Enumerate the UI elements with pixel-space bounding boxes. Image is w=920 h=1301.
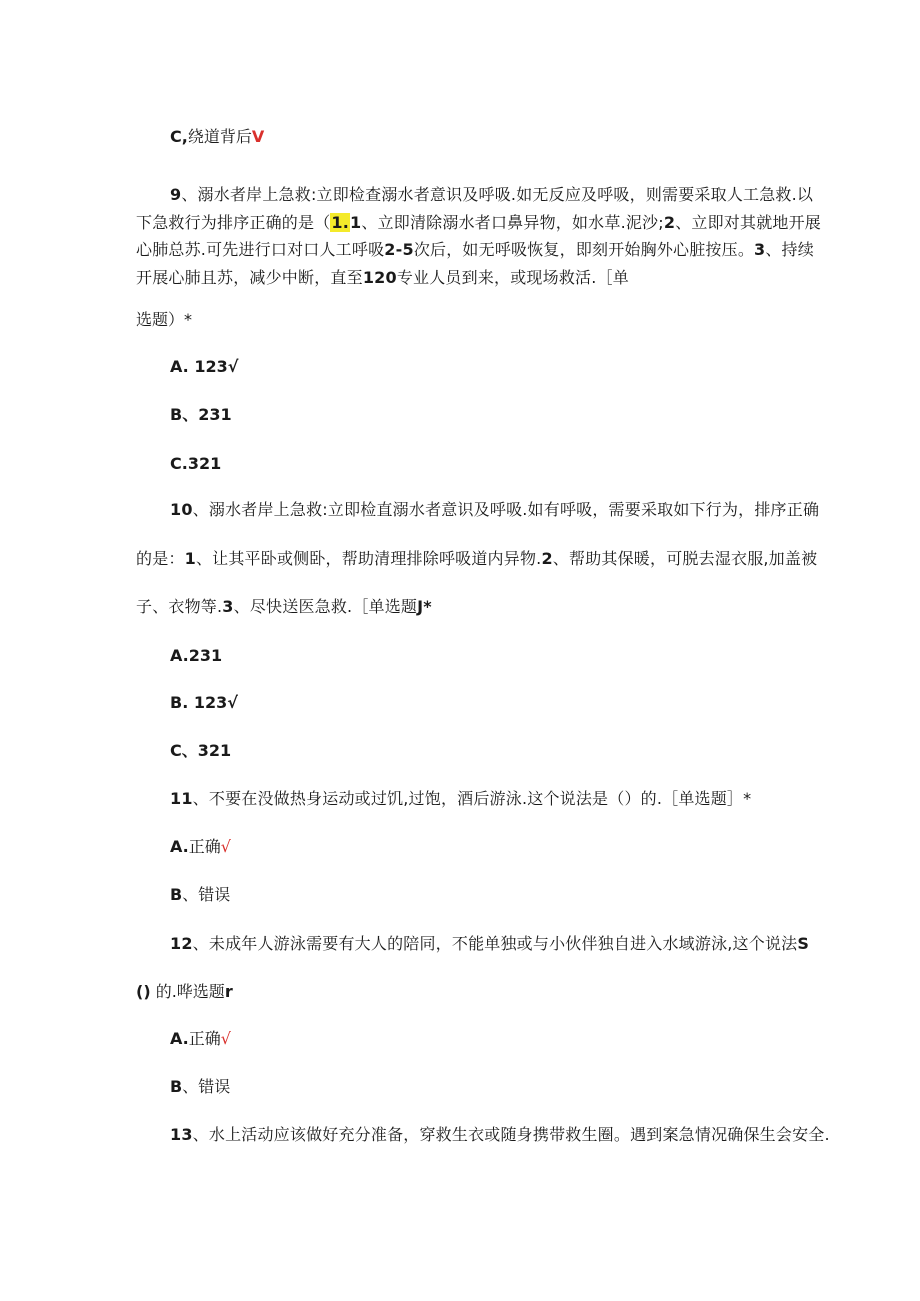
q10-step-3: 3 bbox=[222, 597, 234, 616]
q9-highlight: 1. bbox=[331, 213, 350, 232]
q9-step-1: 1 bbox=[350, 213, 362, 232]
q8-option-c[interactable] bbox=[170, 127, 264, 147]
q13-number: 13 bbox=[170, 1125, 193, 1144]
q9-text-3e: 、持续 bbox=[765, 240, 814, 259]
q9-text-2c: 、立即清除溺水者口鼻异物，如水草.泥沙; bbox=[361, 213, 664, 232]
q9-option-c[interactable]: C.321 bbox=[170, 454, 222, 473]
q8-option-c-label: C, bbox=[170, 127, 188, 146]
q11-option-a-correct-mark: √ bbox=[220, 837, 231, 856]
q8-option-c-correct-mark: V bbox=[251, 127, 265, 146]
q9-line-1 bbox=[170, 185, 813, 205]
q11-line-1 bbox=[170, 789, 751, 809]
q12-option-a-correct-mark: √ bbox=[220, 1029, 231, 1048]
q12-option-b[interactable] bbox=[170, 1077, 230, 1097]
q11-option-a-label: A. bbox=[170, 837, 189, 856]
q10-text-2c: 、让其平卧或侧卧，帮助清理排除呼吸道内异物. bbox=[195, 549, 542, 568]
q10-text-3a: 子、衣物等. bbox=[136, 597, 223, 616]
q12-text-2b: 的.哗选题 bbox=[155, 982, 225, 1001]
q10-step-1: 1 bbox=[184, 549, 196, 568]
q9-text-4a: 开展心肺且苏，减少中断，直至 bbox=[136, 268, 363, 287]
q10-option-c[interactable]: C、321 bbox=[170, 741, 232, 760]
q12-line-2 bbox=[136, 982, 233, 1002]
q9-option-a[interactable]: A. 123√ bbox=[170, 357, 239, 376]
q10-option-a[interactable]: A.231 bbox=[170, 646, 223, 665]
q9-step-2: 2 bbox=[663, 213, 676, 232]
q12-option-a-text: 正确 bbox=[188, 1029, 221, 1048]
q9-line-2 bbox=[136, 213, 821, 233]
q13-line-1 bbox=[170, 1125, 830, 1145]
q9-count: 2-5 bbox=[384, 240, 414, 259]
q10-text-2a: 的是： bbox=[136, 549, 185, 568]
q10-step-2: 2 bbox=[541, 549, 553, 568]
q9-option-b[interactable]: B、231 bbox=[170, 405, 232, 424]
q12-option-a-label: A. bbox=[170, 1029, 189, 1048]
q10-line-1 bbox=[170, 500, 819, 520]
q9-text-3c: 次后，如无呼吸恢复，即刻开始胸外心脏按压。 bbox=[413, 240, 755, 259]
q10-text-1: 、溺水者岸上急救:立即检直溺水者意识及呼吸.如有呼吸，需要采取如下行为，排序正确 bbox=[192, 500, 820, 519]
q9-number: 9 bbox=[170, 185, 182, 204]
q11-option-a[interactable] bbox=[170, 837, 231, 857]
q12-text-1a: 、未成年人游泳需要有大人的陪同，不能单独或与小伙伴独自进入水域游泳,这个说法 bbox=[192, 934, 798, 953]
q9-text-3a: 心肺总苏.可先进行口对口人工呼吸 bbox=[136, 240, 385, 259]
q9-line-4 bbox=[136, 268, 629, 288]
q11-option-b-text: 、错误 bbox=[182, 885, 231, 904]
q10-line-2 bbox=[136, 549, 817, 569]
q12-line-1 bbox=[170, 934, 809, 954]
q9-text-2e: 、立即对其就地开展 bbox=[675, 213, 822, 232]
q10-text-3d: J* bbox=[417, 597, 432, 616]
q11-option-b-label: B bbox=[170, 885, 183, 904]
q9-text-4c: 专业人员到来，或现场救活.［单 bbox=[396, 268, 629, 287]
q12-option-b-text: 、错误 bbox=[182, 1077, 231, 1096]
q9-text-2a: 下急救行为排序正确的是（ bbox=[136, 213, 331, 232]
q12-option-a[interactable] bbox=[170, 1029, 231, 1049]
q13-text-1: 、水上活动应该做好充分准备，穿救生衣或随身携带救生圈。遇到案急情况确保生会安全. bbox=[192, 1125, 830, 1144]
q11-option-b[interactable] bbox=[170, 885, 230, 905]
q10-text-3c: 、尽快送医急救.［单选题 bbox=[233, 597, 418, 616]
q8-option-c-text: 绕道背后 bbox=[187, 127, 252, 146]
q9-line-5: 选题）* bbox=[136, 310, 193, 329]
q9-text-1: 、溺水者岸上急救:立即检查溺水者意识及呼吸.如无反应及呼吸，则需要采取人工急救.以 bbox=[181, 185, 814, 204]
q9-line-3 bbox=[136, 240, 814, 260]
q12-text-2a: () bbox=[136, 982, 151, 1001]
q10-text-2e: 、帮助其保暖，可脱去湿衣服,加盖被 bbox=[552, 549, 818, 568]
q12-text-2c: r bbox=[224, 982, 233, 1001]
q11-option-a-text: 正确 bbox=[188, 837, 221, 856]
q12-option-b-label: B bbox=[170, 1077, 183, 1096]
q12-number: 12 bbox=[170, 934, 193, 953]
q9-number-120: 120 bbox=[362, 268, 397, 287]
q12-text-1b: S bbox=[797, 934, 810, 953]
q11-text-1: 、不要在没做热身运动或过饥,过饱，酒后游泳.这个说法是（）的.［单选题］* bbox=[192, 789, 752, 808]
q9-step-3: 3 bbox=[754, 240, 766, 259]
q10-option-b[interactable]: B. 123√ bbox=[170, 693, 238, 712]
q10-line-3 bbox=[136, 597, 432, 617]
q10-number: 10 bbox=[170, 500, 193, 519]
q11-number: 11 bbox=[170, 789, 193, 808]
